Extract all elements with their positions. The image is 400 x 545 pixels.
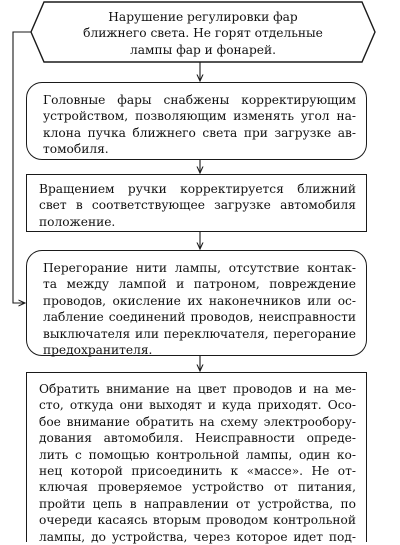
- node-line: свет в соответствующее загрузке автомобиля: [39, 198, 356, 213]
- node-line: та между лампой и патроном, повреждение: [43, 277, 356, 292]
- node-line: выключателя или переключателя, перегорание: [43, 326, 356, 341]
- fault-hexagon-node: [44, 0, 362, 62]
- causes-node: [26, 250, 367, 356]
- node-line: томобиля.: [43, 142, 109, 157]
- node-line: бое внимание обратить на схему электрообору-: [39, 414, 356, 429]
- node-line: дования автомобиля. Неисправности опреде-: [39, 431, 356, 446]
- node-line: очереди касаясь вторым проводом контрольной: [39, 513, 356, 528]
- node-line: Перегорание нити лампы, отсутствие контак-: [43, 261, 356, 275]
- node-line: ключая проверяемое устройство от питания,: [39, 480, 356, 495]
- node-line: лампы, до устройства, через которое идет под-: [39, 529, 356, 544]
- node-line: лить с помощью контрольной лампы, один ко-: [39, 447, 356, 462]
- fault-line: Нарушение регулировки фар: [108, 10, 298, 24]
- node-line: предохранителя.: [43, 343, 153, 358]
- node-line: проводов, окисление их наконечников или ос-: [43, 293, 356, 308]
- node-line: нец которой присоединить к «массе». Не от-: [39, 464, 356, 479]
- handle-rotation-node: [26, 174, 367, 232]
- node-line: лабление соединений проводов, неисправности: [43, 310, 356, 325]
- node-line: пройти цепь в направлении от устройства, по: [39, 496, 356, 511]
- node-line: Обратить внимание на цвет проводов и на ме-: [39, 382, 356, 396]
- headlight-correction-node: [26, 82, 367, 160]
- node-line: положение.: [39, 214, 116, 229]
- node-line: клона пучка ближнего света при загрузке ав-: [43, 125, 356, 140]
- node-line: Головные фары снабжены корректирующим: [43, 93, 356, 107]
- node-line: устройством, позволяющим изменять угол на-: [43, 109, 356, 124]
- node-line: сто, откуда они выходят и куда приходят. Осо-: [39, 398, 356, 413]
- node-line: Вращением ручки корректируется ближний: [39, 182, 356, 196]
- wire-check-node: [26, 372, 367, 542]
- fault-line: ближнего света. Не горят отдельные: [83, 26, 323, 41]
- fault-line: лампы фар и фонарей.: [130, 42, 276, 57]
